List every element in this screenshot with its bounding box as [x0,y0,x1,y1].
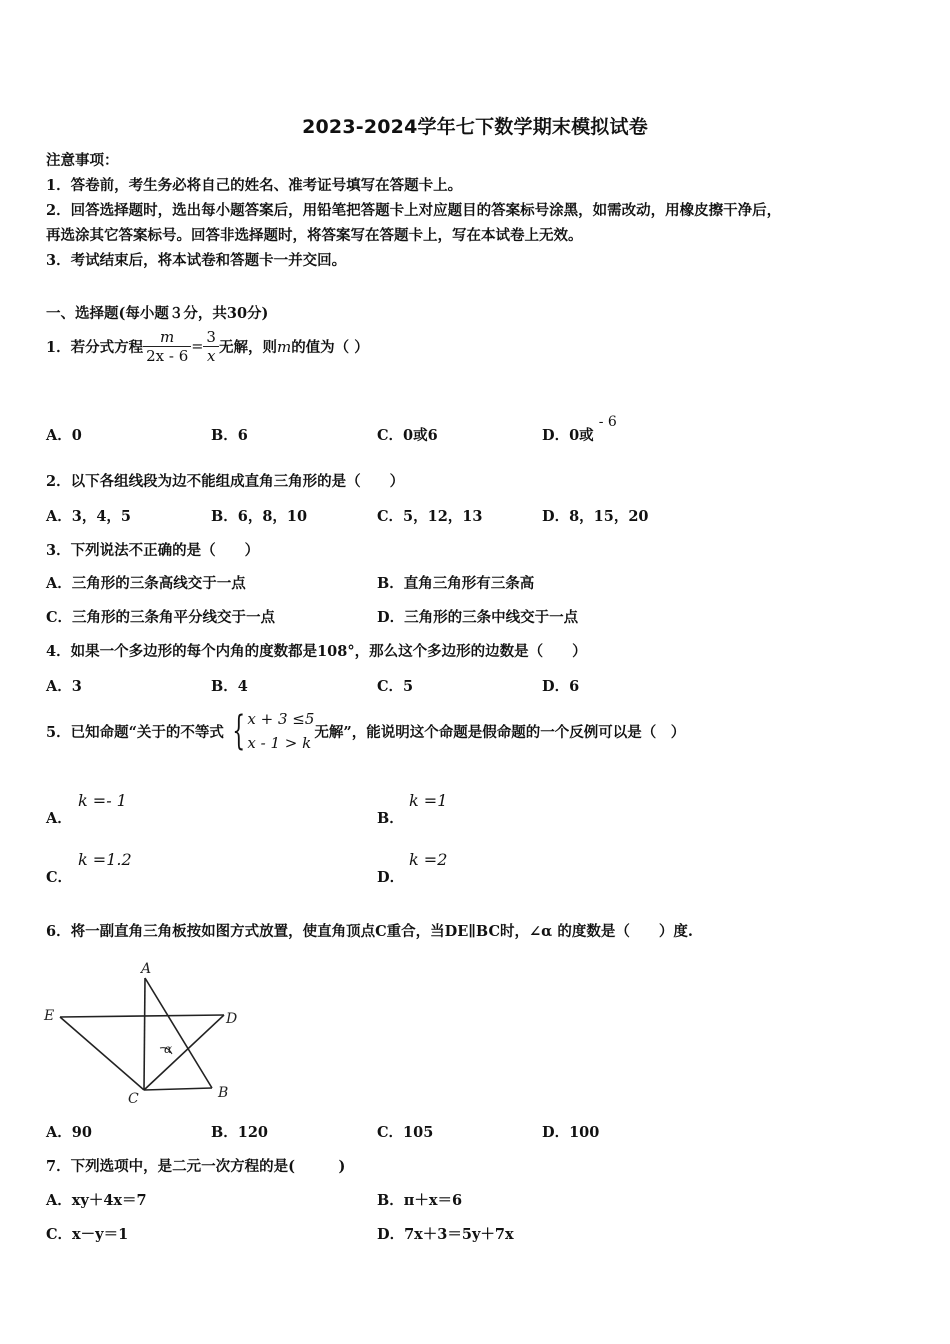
q5-inequality-system [226,707,314,755]
q5-option-c-math: k =1.2 [78,850,132,869]
fig-label-b: B [218,1085,229,1101]
segment-ec [60,1017,144,1090]
q3-option-b[interactable]: B．直角三角形有三条高 [377,575,535,592]
q1-option-b[interactable]: B．6 [211,427,248,444]
q5-option-c-label[interactable]: C． [46,869,73,886]
q5-brace: { [232,708,246,754]
q3-option-d[interactable]: D．三角形的三条中线交于一点 [377,609,579,626]
q3-option-c[interactable]: C．三角形的三条角平分线交于一点 [46,609,276,626]
q5-option-d-label[interactable]: D． [377,869,405,886]
fig-label-e: E [44,1008,55,1024]
q1-prefix: 1．若分式方程 [46,339,144,356]
notice-heading: 注意事项： [46,152,119,169]
notice-item-2b: 再选涂其它答案标号。回答非选择题时，将答案写在答题卡上，写在本试卷上无效。 [46,227,583,244]
segment-cb [144,1088,212,1090]
segment-ab [145,978,212,1088]
question-3-stem: 3．下列说法不正确的是（ ） [46,542,260,559]
q5-option-b-label[interactable]: B． [377,810,404,827]
q5-option-a-label[interactable]: A． [46,810,72,827]
q2-option-a[interactable]: A．3，4，5 [46,508,132,525]
question-1-stem [46,328,369,365]
q6-option-a[interactable]: A．90 [46,1124,92,1141]
q5-prefix: 5．已知命题“关于的不等式 [46,723,224,741]
notice-item-2a: 2．回答选择题时，选出每小题答案后，用铅笔把答题卡上对应题目的答案标号涂黑，如需改动，用橡皮擦干净后， [46,202,782,219]
q1-var: m [276,337,292,356]
q4-option-d[interactable]: D．6 [542,678,580,695]
q4-option-c[interactable]: C．5 [377,678,414,695]
q6-option-b[interactable]: B．120 [211,1124,269,1141]
q2-option-c[interactable]: C．5，12，13 [377,508,483,525]
segment-ac [144,978,145,1090]
question-4-stem: 4．如果一个多边形的每个内角的度数都是108°，那么这个多边形的边数是（ ） [46,643,587,660]
segment-ed [60,1015,224,1017]
q6-figure [40,958,250,1108]
question-6-stem: 6．将一副直角三角板按如图方式放置，使直角顶点C重合，当DE∥BC时，∠α 的度数是（ ）度. [46,923,693,940]
q7-option-b[interactable]: B．π＋x＝6 [377,1192,463,1209]
q1-option-d-text: D．0或 [542,427,594,444]
q5-ineq-1: x + 3 ≤5 [247,710,315,728]
q5-option-d-math: k =2 [409,850,448,869]
q4-option-b[interactable]: B．4 [211,678,248,695]
fig-label-a: A [141,961,152,977]
fig-label-d: D [226,1011,238,1027]
q4-option-a[interactable]: A．3 [46,678,82,695]
q5-option-b-math: k =1 [409,791,448,810]
q1-fraction-left [143,328,191,365]
q6-option-c[interactable]: C．105 [377,1124,434,1141]
q1-suffix1: 无解，则 [218,339,277,356]
q1-frac1-num: m [160,328,175,346]
q1-equals: = [191,338,204,355]
q7-option-c[interactable]: C．x－y＝1 [46,1226,129,1243]
question-5-stem [46,707,685,755]
question-2-stem: 2．以下各组线段为边不能组成直角三角形的是（ ） [46,473,405,490]
q5-option-a-math: k =- 1 [78,791,127,810]
q1-suffix2: 的值为（ ） [291,339,369,356]
q1-frac1-den: 2x - 6 [143,346,191,365]
q1-frac2-den: x [203,346,219,365]
q7-option-d[interactable]: D．7x＋3＝5y＋7x [377,1226,514,1243]
q1-frac2-num: 3 [206,328,216,346]
q1-option-d-sup: - 6 [598,414,617,430]
fig-label-c: C [128,1091,139,1107]
fig-label-alpha: α [164,1042,173,1056]
q2-option-b[interactable]: B．6，8，10 [211,508,308,525]
q7-option-a[interactable]: A．xy＋4x＝7 [46,1192,147,1209]
q3-option-a[interactable]: A．三角形的三条高线交于一点 [46,575,246,592]
q1-fraction-right [203,328,219,365]
page-title: 2023-2024学年七下数学期末模拟试卷 [302,116,648,138]
section-heading: 一、选择题(每小题３分，共30分) [46,305,269,322]
q1-option-a[interactable]: A．0 [46,427,82,444]
question-7-stem: 7．下列选项中，是二元一次方程的是( ) [46,1158,346,1175]
q1-option-d[interactable] [542,414,617,445]
segment-dc [144,1015,224,1090]
q5-ineq-2: x - 1 > k [247,734,312,752]
q6-option-d[interactable]: D．100 [542,1124,600,1141]
q1-option-c[interactable]: C．0或6 [377,427,438,444]
q2-option-d[interactable]: D．8，15，20 [542,508,649,525]
notice-item-1: 1．答卷前，考生务必将自己的姓名、准考证号填写在答题卡上。 [46,177,463,194]
notice-item-3: 3．考试结束后，将本试卷和答题卡一并交回。 [46,252,347,269]
q5-suffix: 无解”，能说明这个命题是假命题的一个反例可以是（ ） [314,723,686,741]
